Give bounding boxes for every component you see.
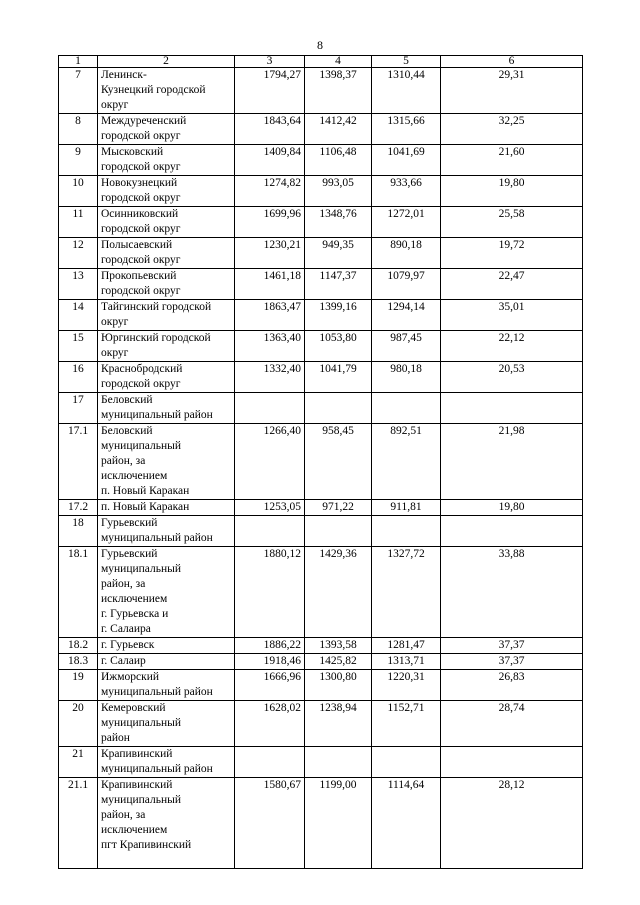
column-header: 6 <box>441 56 583 68</box>
value-col-6: 19,72 <box>441 238 583 269</box>
territory-name <box>98 331 235 362</box>
value-col-4: 1300,80 <box>305 670 372 701</box>
row-number: 17 <box>59 393 98 424</box>
table-row <box>59 638 583 654</box>
value-col-5: 1294,14 <box>372 300 441 331</box>
value-col-4: 971,22 <box>305 500 372 516</box>
territory-name-line: Гурьевский <box>101 548 158 560</box>
territory-name-line: п. Новый Каракан <box>101 501 190 513</box>
table-row <box>59 516 583 547</box>
territory-name-line: городской округ <box>101 161 181 173</box>
table-header-row <box>59 56 583 68</box>
page-number: 8 <box>317 38 323 52</box>
value-col-5: 1220,31 <box>372 670 441 701</box>
territory-name <box>98 500 235 516</box>
row-number: 17.2 <box>59 500 98 516</box>
row-number: 20 <box>59 701 98 747</box>
territory-name <box>98 516 235 547</box>
value-col-6: 32,25 <box>441 114 583 145</box>
value-col-3: 1794,27 <box>235 68 305 114</box>
table-body <box>59 68 583 869</box>
table-row <box>59 424 583 500</box>
territory-name-line: округ <box>101 99 129 111</box>
table-row <box>59 701 583 747</box>
territory-name <box>98 424 235 500</box>
territory-name <box>98 207 235 238</box>
value-col-6: 26,83 <box>441 670 583 701</box>
value-col-5: 911,81 <box>372 500 441 516</box>
value-col-4: 1393,58 <box>305 638 372 654</box>
territory-name-line: Междуреченский <box>101 115 187 127</box>
territory-name-line: Ижморский <box>101 671 160 683</box>
row-number: 18 <box>59 516 98 547</box>
territory-name-line: Беловский <box>101 425 153 437</box>
value-col-3 <box>235 393 305 424</box>
territory-name-line: Кемеровский <box>101 702 166 714</box>
value-col-6: 33,88 <box>441 547 583 638</box>
territory-name-line: муниципальный <box>101 794 182 806</box>
value-col-6 <box>441 747 583 778</box>
row-number: 8 <box>59 114 98 145</box>
value-col-6: 25,58 <box>441 207 583 238</box>
territory-name-line: исключением <box>101 470 168 482</box>
value-col-5: 1272,01 <box>372 207 441 238</box>
value-col-4: 1147,37 <box>305 269 372 300</box>
territory-name-line: городской округ <box>101 378 181 390</box>
value-col-6: 37,37 <box>441 654 583 670</box>
value-col-3: 1461,18 <box>235 269 305 300</box>
value-col-3: 1699,96 <box>235 207 305 238</box>
territory-name-line: городской округ <box>101 130 181 142</box>
table-row <box>59 547 583 638</box>
column-header: 1 <box>59 56 98 68</box>
territory-name-line: муниципальный район <box>101 409 213 421</box>
territory-name-line: Беловский <box>101 394 153 406</box>
value-col-3: 1863,47 <box>235 300 305 331</box>
territory-name-line: Крапивинский <box>101 748 173 760</box>
value-col-6: 21,60 <box>441 145 583 176</box>
value-col-6 <box>441 516 583 547</box>
value-col-6: 29,31 <box>441 68 583 114</box>
row-number: 14 <box>59 300 98 331</box>
value-col-3: 1409,84 <box>235 145 305 176</box>
territory-name-line: Краснобродский <box>101 363 183 375</box>
table-row <box>59 778 583 869</box>
territory-name <box>98 747 235 778</box>
row-number: 9 <box>59 145 98 176</box>
table-row <box>59 269 583 300</box>
value-col-4: 993,05 <box>305 176 372 207</box>
row-number: 7 <box>59 68 98 114</box>
value-col-4 <box>305 747 372 778</box>
value-col-5: 1152,71 <box>372 701 441 747</box>
table-row <box>59 176 583 207</box>
value-col-4 <box>305 516 372 547</box>
territory-name-line: муниципальный <box>101 563 182 575</box>
table-row <box>59 654 583 670</box>
value-col-3: 1274,82 <box>235 176 305 207</box>
column-header: 3 <box>235 56 305 68</box>
territory-name <box>98 701 235 747</box>
value-col-3: 1666,96 <box>235 670 305 701</box>
territory-name-line: Новокузнецкий <box>101 177 178 189</box>
value-col-5 <box>372 747 441 778</box>
territory-name <box>98 68 235 114</box>
value-col-4: 1053,80 <box>305 331 372 362</box>
territory-name-line: район, за <box>101 455 146 467</box>
value-col-6: 19,80 <box>441 176 583 207</box>
territory-name-line: Осинниковский <box>101 208 179 220</box>
value-col-6 <box>441 393 583 424</box>
data-table <box>58 55 583 869</box>
column-header: 2 <box>98 56 235 68</box>
territory-name-line: Тайгинский городской <box>101 301 212 313</box>
value-col-3: 1363,40 <box>235 331 305 362</box>
territory-name <box>98 145 235 176</box>
territory-name-line: муниципальный район <box>101 686 213 698</box>
value-col-5: 1114,64 <box>372 778 441 869</box>
value-col-5 <box>372 393 441 424</box>
territory-name-line: Ленинск- <box>101 69 147 81</box>
territory-name-line: район, за <box>101 809 146 821</box>
table-row <box>59 68 583 114</box>
value-col-3: 1253,05 <box>235 500 305 516</box>
territory-name-line: г. Гурьевск <box>101 639 155 651</box>
value-col-4: 1041,79 <box>305 362 372 393</box>
value-col-5: 1079,97 <box>372 269 441 300</box>
value-col-4: 1425,82 <box>305 654 372 670</box>
value-col-3: 1628,02 <box>235 701 305 747</box>
table-row <box>59 145 583 176</box>
territory-name-line: муниципальный район <box>101 532 213 544</box>
value-col-3 <box>235 516 305 547</box>
territory-name-line: Мысковский <box>101 146 164 158</box>
value-col-3: 1230,21 <box>235 238 305 269</box>
territory-name-line: муниципальный район <box>101 763 213 775</box>
value-col-5: 1281,47 <box>372 638 441 654</box>
territory-name-line: городской округ <box>101 254 181 266</box>
value-col-3: 1843,64 <box>235 114 305 145</box>
territory-name <box>98 176 235 207</box>
value-col-6: 35,01 <box>441 300 583 331</box>
value-col-3: 1332,40 <box>235 362 305 393</box>
value-col-5: 1041,69 <box>372 145 441 176</box>
value-col-5: 1327,72 <box>372 547 441 638</box>
value-col-4: 1238,94 <box>305 701 372 747</box>
value-col-4: 958,45 <box>305 424 372 500</box>
territory-name <box>98 393 235 424</box>
value-col-6: 22,12 <box>441 331 583 362</box>
table-row <box>59 300 583 331</box>
value-col-6: 37,37 <box>441 638 583 654</box>
value-col-5 <box>372 516 441 547</box>
value-col-6: 28,74 <box>441 701 583 747</box>
value-col-3: 1266,40 <box>235 424 305 500</box>
value-col-6: 20,53 <box>441 362 583 393</box>
table-row <box>59 114 583 145</box>
column-header: 4 <box>305 56 372 68</box>
row-number: 16 <box>59 362 98 393</box>
row-number: 10 <box>59 176 98 207</box>
value-col-4: 1398,37 <box>305 68 372 114</box>
value-col-4: 1348,76 <box>305 207 372 238</box>
row-number: 19 <box>59 670 98 701</box>
value-col-5: 1310,44 <box>372 68 441 114</box>
territory-name-line: Гурьевский <box>101 517 158 529</box>
value-col-5: 890,18 <box>372 238 441 269</box>
territory-name-line: г. Салаир <box>101 655 146 667</box>
territory-name-line: исключением <box>101 824 168 836</box>
value-col-3: 1886,22 <box>235 638 305 654</box>
value-col-3: 1918,46 <box>235 654 305 670</box>
territory-name-line: городской округ <box>101 285 181 297</box>
row-number: 13 <box>59 269 98 300</box>
territory-name-line: Полысаевский <box>101 239 173 251</box>
value-col-4: 1412,42 <box>305 114 372 145</box>
territory-name-line: городской округ <box>101 192 181 204</box>
territory-name-line: район, за <box>101 578 146 590</box>
territory-name-line: муниципальный <box>101 717 182 729</box>
table-row <box>59 670 583 701</box>
table-row <box>59 331 583 362</box>
table-row <box>59 362 583 393</box>
territory-name-line: пгт Крапивинский <box>101 839 192 851</box>
value-col-4: 1429,36 <box>305 547 372 638</box>
territory-name-line: Крапивинский <box>101 779 173 791</box>
territory-name-line: городской округ <box>101 223 181 235</box>
territory-name <box>98 238 235 269</box>
column-header: 5 <box>372 56 441 68</box>
value-col-6: 22,47 <box>441 269 583 300</box>
territory-name-line: район <box>101 732 130 744</box>
value-col-5: 987,45 <box>372 331 441 362</box>
value-col-5: 933,66 <box>372 176 441 207</box>
table-row <box>59 393 583 424</box>
value-col-6: 19,80 <box>441 500 583 516</box>
value-col-6: 21,98 <box>441 424 583 500</box>
territory-name-line: г. Гурьевска и <box>101 608 169 620</box>
row-number: 21.1 <box>59 778 98 869</box>
value-col-3 <box>235 747 305 778</box>
row-number: 18.2 <box>59 638 98 654</box>
value-col-4 <box>305 393 372 424</box>
territory-name <box>98 300 235 331</box>
territory-name-line: муниципальный <box>101 440 182 452</box>
row-number: 18.1 <box>59 547 98 638</box>
value-col-4: 1399,16 <box>305 300 372 331</box>
table-row <box>59 238 583 269</box>
value-col-6: 28,12 <box>441 778 583 869</box>
territory-name-line: Юргинский городской <box>101 332 211 344</box>
table-row <box>59 207 583 238</box>
territory-name-line: исключением <box>101 593 168 605</box>
territory-name-line: г. Салаира <box>101 623 151 635</box>
row-number: 17.1 <box>59 424 98 500</box>
value-col-5: 980,18 <box>372 362 441 393</box>
value-col-5: 892,51 <box>372 424 441 500</box>
table-row <box>59 500 583 516</box>
row-number: 15 <box>59 331 98 362</box>
row-number: 12 <box>59 238 98 269</box>
row-number: 11 <box>59 207 98 238</box>
territory-name <box>98 547 235 638</box>
value-col-5: 1315,66 <box>372 114 441 145</box>
value-col-5: 1313,71 <box>372 654 441 670</box>
value-col-3: 1880,12 <box>235 547 305 638</box>
territory-name-line: Кузнецкий городской <box>101 84 206 96</box>
value-col-4: 1106,48 <box>305 145 372 176</box>
territory-name <box>98 778 235 869</box>
value-col-4: 949,35 <box>305 238 372 269</box>
territory-name <box>98 114 235 145</box>
territory-name <box>98 362 235 393</box>
territory-name <box>98 670 235 701</box>
value-col-4: 1199,00 <box>305 778 372 869</box>
territory-name <box>98 654 235 670</box>
row-number: 21 <box>59 747 98 778</box>
value-col-3: 1580,67 <box>235 778 305 869</box>
territory-name <box>98 638 235 654</box>
territory-name-line: округ <box>101 347 129 359</box>
territory-name <box>98 269 235 300</box>
territory-name-line: п. Новый Каракан <box>101 485 190 497</box>
territory-name-line: Прокопьевский <box>101 270 177 282</box>
table-row <box>59 747 583 778</box>
row-number: 18.3 <box>59 654 98 670</box>
territory-name-line: округ <box>101 316 129 328</box>
